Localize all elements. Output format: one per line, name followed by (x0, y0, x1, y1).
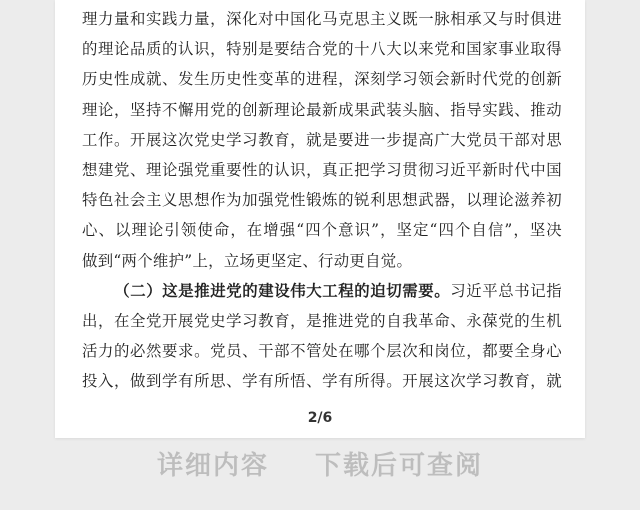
paragraph-line: 历史性成就、发生历史性变革的进程，深刻学习领会新时代党的创新 (82, 70, 562, 89)
paragraph-line: 投入，做到学有所思、学有所悟、学有所得。开展这次学习教育，就 (82, 372, 562, 391)
footer-banner (0, 446, 640, 486)
paragraph-line: 的理论品质的认识，特别是要结合党的十八大以来党和国家事业取得 (82, 40, 562, 59)
paragraph-line: 活力的必然要求。党员、干部不管处在哪个层次和岗位，都要全身心 (82, 342, 562, 361)
download-link[interactable]: 下载后可查阅 (315, 451, 484, 481)
paragraph-line: 做到“两个维护”上，立场更坚定、行动更自觉。 (82, 251, 413, 270)
section-first-line-text: 习近平总书记指 (450, 281, 562, 300)
paragraph-line: 特色社会主义思想作为加强党性锻炼的锐利思想武器，以理论滋养初 (82, 191, 562, 210)
paragraph-line: 想建党、理论强党重要性的认识，真正把学习贯彻习近平新时代中国 (82, 160, 562, 179)
paragraph-line: 出，在全党开展党史学习教育，是推进党的自我革命、永葆党的生机 (82, 311, 562, 330)
paragraph-line: 理论，坚持不懈用党的创新理论最新成果武装头脑、指导实践、推动 (82, 100, 562, 119)
paragraph-line: 工作。开展这次党史学习教育，就是要进一步提高广大党员干部对思 (82, 130, 562, 149)
document-page (55, 0, 585, 438)
section-heading-line (82, 276, 562, 306)
details-link[interactable]: 详细内容 (156, 451, 269, 481)
document-text (82, 4, 562, 396)
paragraph-line: 理力量和实践力量，深化对中国化马克思主义既一脉相承又与时俱进 (82, 10, 562, 28)
page-number: 2/6 (307, 410, 333, 426)
paragraph-line: 心、以理论引领使命，在增强“四个意识”，坚定“四个自信”，坚决 (82, 221, 562, 240)
section-heading: （二）这是推进党的建设伟大工程的迫切需要。 (114, 281, 451, 300)
